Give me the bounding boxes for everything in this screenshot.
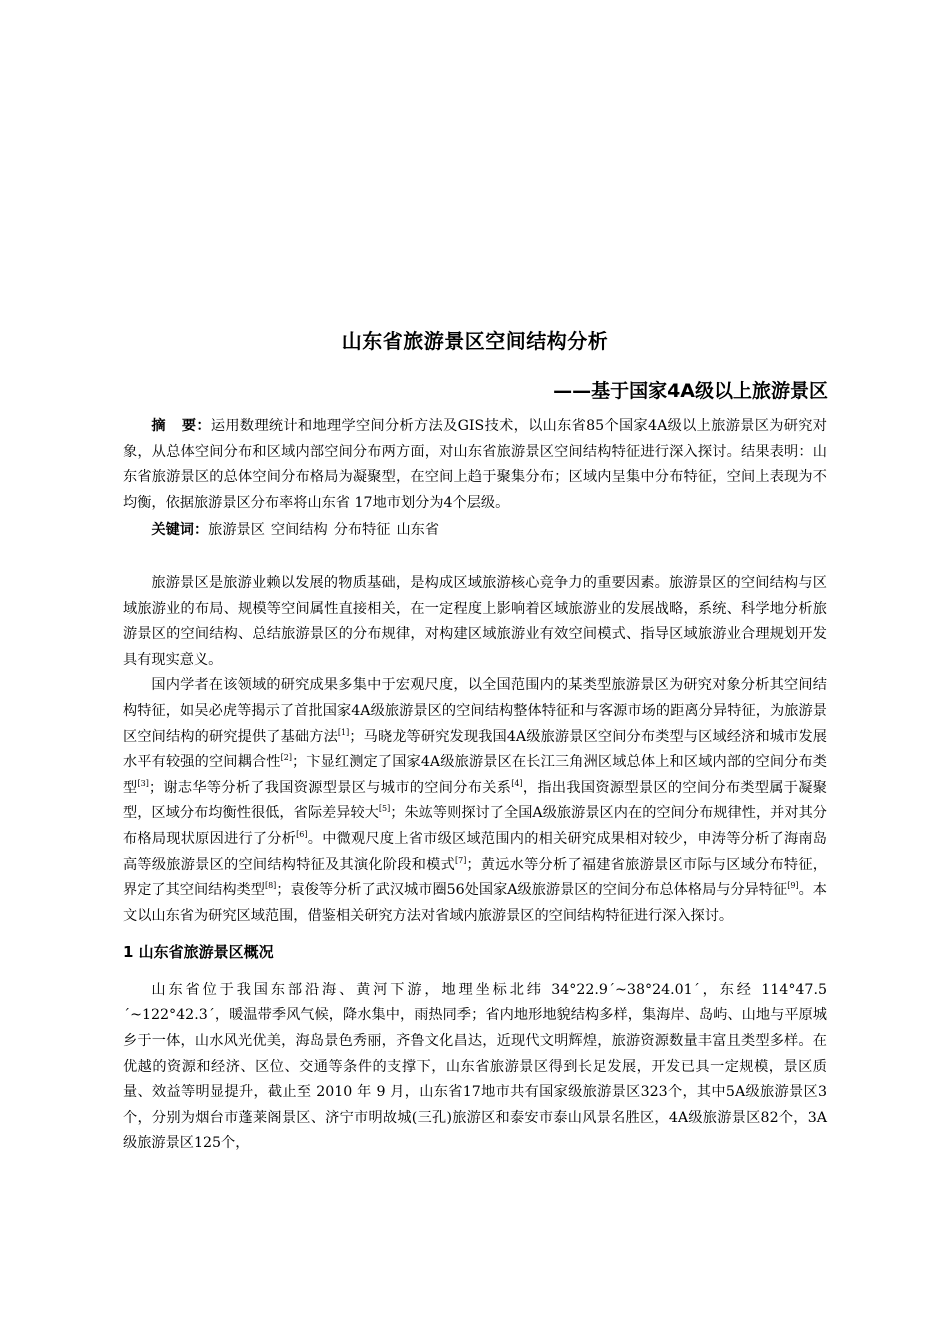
citation-ref[interactable]: [7] xyxy=(455,855,467,865)
intro-paragraph-2 xyxy=(123,673,827,929)
citation-ref[interactable]: [1] xyxy=(337,727,350,737)
paper-subtitle: ——基于国家4A级以上旅游景区 xyxy=(553,380,828,402)
section-1-paragraph: 山东省位于我国东部沿海、黄河下游，地理坐标北纬 34°22.9´~38°24.01´，东经 114°47.5´~122°42.3´，暖温带季风气候，降水集中，雨热同季；省内地形地貌结构多样，集海岸、岛屿、山地与平原城乡于一体，山水风光优美，海岛景色秀丽，齐鲁文化昌达，近现代文明辉煌，旅游资源数量丰富且类型多样。在优越的资源和经济、区位、交通等条件的支撑下，山东省旅游景区得到长足发展，开发已具一定规模，景区质量、效益等明显提升，截止至 2010 年 9 月，山东省17地市共有国家级旅游景区323个，其中5A级旅游景区3个，分别为烟台市蓬莱阁景区、济宁市明故城(三孔)旅游区和泰安市泰山风景名胜区，4A级旅游景区82个，3A级旅游景区125个， xyxy=(123,981,827,1152)
citation-ref[interactable]: [8] xyxy=(264,881,277,891)
abstract xyxy=(123,414,827,516)
keyword: 空间结构 xyxy=(270,522,328,539)
abstract-label-b: 要： xyxy=(181,418,211,434)
keyword: 山东省 xyxy=(396,522,440,539)
keywords-label: 关键词： xyxy=(151,522,209,539)
abstract-text: 运用数理统计和地理学空间分析方法及GIS技术，以山东省85个国家4A级以上旅游景区为研究对象，从总体空间分布和区域内部空间分布两方面，对山东省旅游景区空间结构特征进行深入探讨。结果表明：山东省旅游景区的总体空间分布格局为凝聚型，在空间上趋于聚集分布；区域内呈集中分布特征，空间上表现为不均衡，依据旅游景区分布率将山东省 17地市划分为4个层级。 xyxy=(123,418,827,511)
abstract-label-a: 摘 xyxy=(151,418,166,434)
keyword: 分布特征 xyxy=(333,522,391,539)
citation-ref[interactable]: [3] xyxy=(137,778,149,788)
citation-ref[interactable]: [2] xyxy=(280,753,292,763)
text-run: ；谢志华等分析了我国资源型景区与城市的空间分布关系 xyxy=(148,779,512,796)
keywords xyxy=(123,518,827,544)
text-run: ，指出我国资源型景区的空间分布类型属于凝聚型，区域分布均衡性很低，省际差异较大 xyxy=(123,779,827,822)
section-heading: 1 山东省旅游景区概况 xyxy=(123,943,274,962)
text-run: ；朱竑等则探讨了全国A级旅游景区内在的空间分布规律性，并对其分布格局现状原因进行了分析 xyxy=(123,805,827,847)
text-run: 。中微观尺度上省市级区域范围内的相关研究成果相对较少，申涛等分析了海南岛高等级旅游景区的空间结构特征及其演化阶段和模式 xyxy=(123,830,827,873)
spacer xyxy=(123,544,827,571)
text-run: ；袁俊等分析了武汉城市圈56处国家A级旅游景区的空间分布总体格局与分异特征 xyxy=(276,882,788,899)
citation-ref[interactable]: [4] xyxy=(511,778,523,788)
text-run: ；黄远水等分析了福建省旅游景区市际与区域分布特征，界定了其空间结构类型 xyxy=(123,856,827,899)
paper-body xyxy=(123,414,827,1157)
intro-paragraph-1: 旅游景区是旅游业赖以发展的物质基础，是构成区域旅游核心竞争力的重要因素。旅游景区的空间结构与区域旅游业的布局、规模等空间属性直接相关，在一定程度上影响着区域旅游业的发展战略，系统、科学地分析旅游景区的空间结构、总结旅游景区的分布规律，对构建区域旅游业有效空间模式、指导区域旅游业合理规划开发具有现实意义。 xyxy=(123,574,827,668)
text-run: 。本文以山东省为研究区域范围，借鉴相关研究方法对省域内旅游景区的空间结构特征进行深入探讨。 xyxy=(123,882,827,924)
keyword: 旅游景区 xyxy=(208,522,265,539)
citation-ref[interactable]: [9] xyxy=(787,881,799,891)
citation-ref[interactable]: [5] xyxy=(378,804,391,814)
citation-ref[interactable]: [6] xyxy=(296,829,308,839)
text-run: ；马晓龙等研究发现我国4A级旅游景区空间分布类型与区域经济和城市发展水平有较强的空间耦合性 xyxy=(123,728,827,771)
text-run: ；卞显红测定了国家4A级旅游景区在长江三角洲区域总体上和区域内部的空间分布类型 xyxy=(123,754,827,796)
text-run: 国内学者在该领域的研究成果多集中于宏观尺度，以全国范围内的某类型旅游景区为研究对象分析其空间结构特征，如吴必虎等揭示了首批国家4A级旅游景区的空间结构整体特征和与客源市场的距离分异特征，为旅游景区空间结构的研究提供了基础方法 xyxy=(123,677,827,745)
paper-title: 山东省旅游景区空间结构分析 xyxy=(341,329,609,353)
